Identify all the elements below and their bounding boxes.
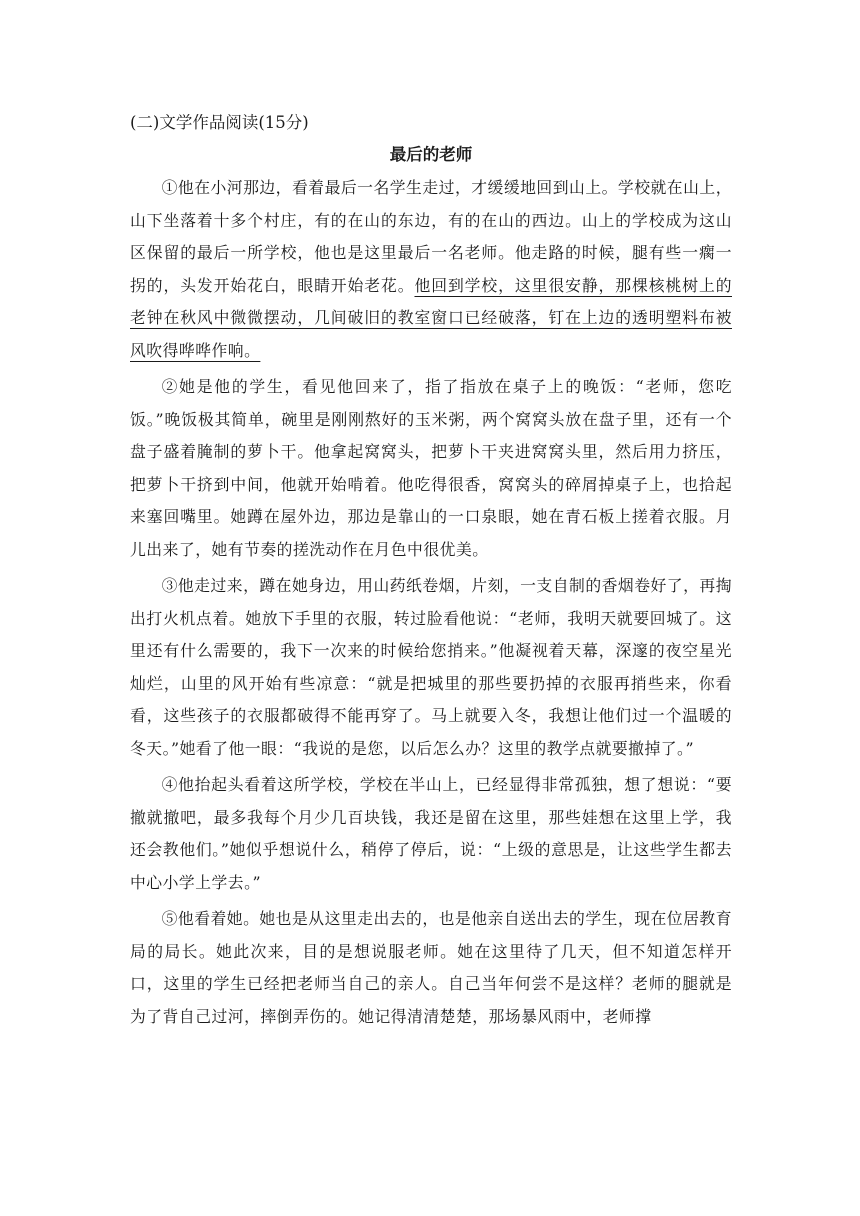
- paragraph-2: ②她是他的学生，看见他回来了，指了指放在桌子上的晚饭：“老师，您吃饭。”晚饭极其简单，碗里是刚刚熬好的玉米粥，两个窝窝头放在盘子里，还有一个盘子盛着腌制的萝卜干。他拿起窝窝头，把萝卜干夹进窝窝头里，然后用力挤压，把萝卜干挤到中间，他就开始啃着。他吃得很香，窝窝头的碎屑掉桌子上，也拾起来塞回嘴里。她蹲在屋外边，那边是靠山的一口泉眼，她在青石板上搓着衣服。月儿出来了，她有节奏的搓洗动作在月色中很优美。: [130, 377, 732, 559]
- paragraph-1: [130, 172, 732, 367]
- article-title: 最后的老师: [389, 145, 473, 164]
- paragraph-1-underlined-text: 他回到学校，这里很安静，那棵核桃树上的老钟在秋风中微微摆动，几间破旧的教室窗口已经破落，钉在上边的透明塑料布被风吹得哗哗作响。: [130, 275, 732, 360]
- document-page: [130, 108, 732, 1037]
- paragraph-1-text: ①他在小河那边，看着最后一名学生走过，才缓缓地回到山上。学校就在山上，山下坐落着十多个村庄，有的在山的东边，有的在山的西边。山上的学校成为这山区保留的最后一所学校，他也是这里最后一名老师。他走路的时候，腿有些一瘸一拐的，头发开始花白，眼睛开始老花。: [130, 178, 732, 295]
- section-heading: (二)文学作品阅读(15分): [130, 113, 309, 132]
- paragraph-5: ⑤他看着她。她也是从这里走出去的，也是他亲自送出去的学生，现在位居教育局的局长。她此次来，目的是想说服老师。她在这里待了几天，但不知道怎样开口，这里的学生已经把老师当自己的亲人。自己当年何尝不是这样？老师的腿就是为了背自己过河，摔倒弄伤的。她记得清清楚楚，那场暴风雨中，老师撑: [130, 909, 732, 1026]
- paragraph-4: ④他抬起头看着这所学校，学校在半山上，已经显得非常孤独，想了想说：“要撤就撤吧，最多我每个月少几百块钱，我还是留在这里，那些娃想在这里上学，我还会教他们。”她似乎想说什么，稍停了停后，说：“上级的意思是，让这些学生都去中心小学上学去。”: [130, 775, 732, 892]
- paragraph-3: ③他走过来，蹲在她身边，用山药纸卷烟，片刻，一支自制的香烟卷好了，再掏出打火机点着。她放下手里的衣服，转过脸看他说：“老师，我明天就要回城了。这里还有什么需要的，我下一次来的时候给您捎来。”他凝视着天幕，深邃的夜空星光灿烂，山里的风开始有些凉意：“就是把城里的那些要扔掉的衣服再捎些来，你看看，这些孩子的衣服都破得不能再穿了。马上就要入冬，我想让他们过一个温暖的冬天。”她看了他一眼：“我说的是您，以后怎么办？这里的教学点就要撤掉了。”: [130, 576, 732, 758]
